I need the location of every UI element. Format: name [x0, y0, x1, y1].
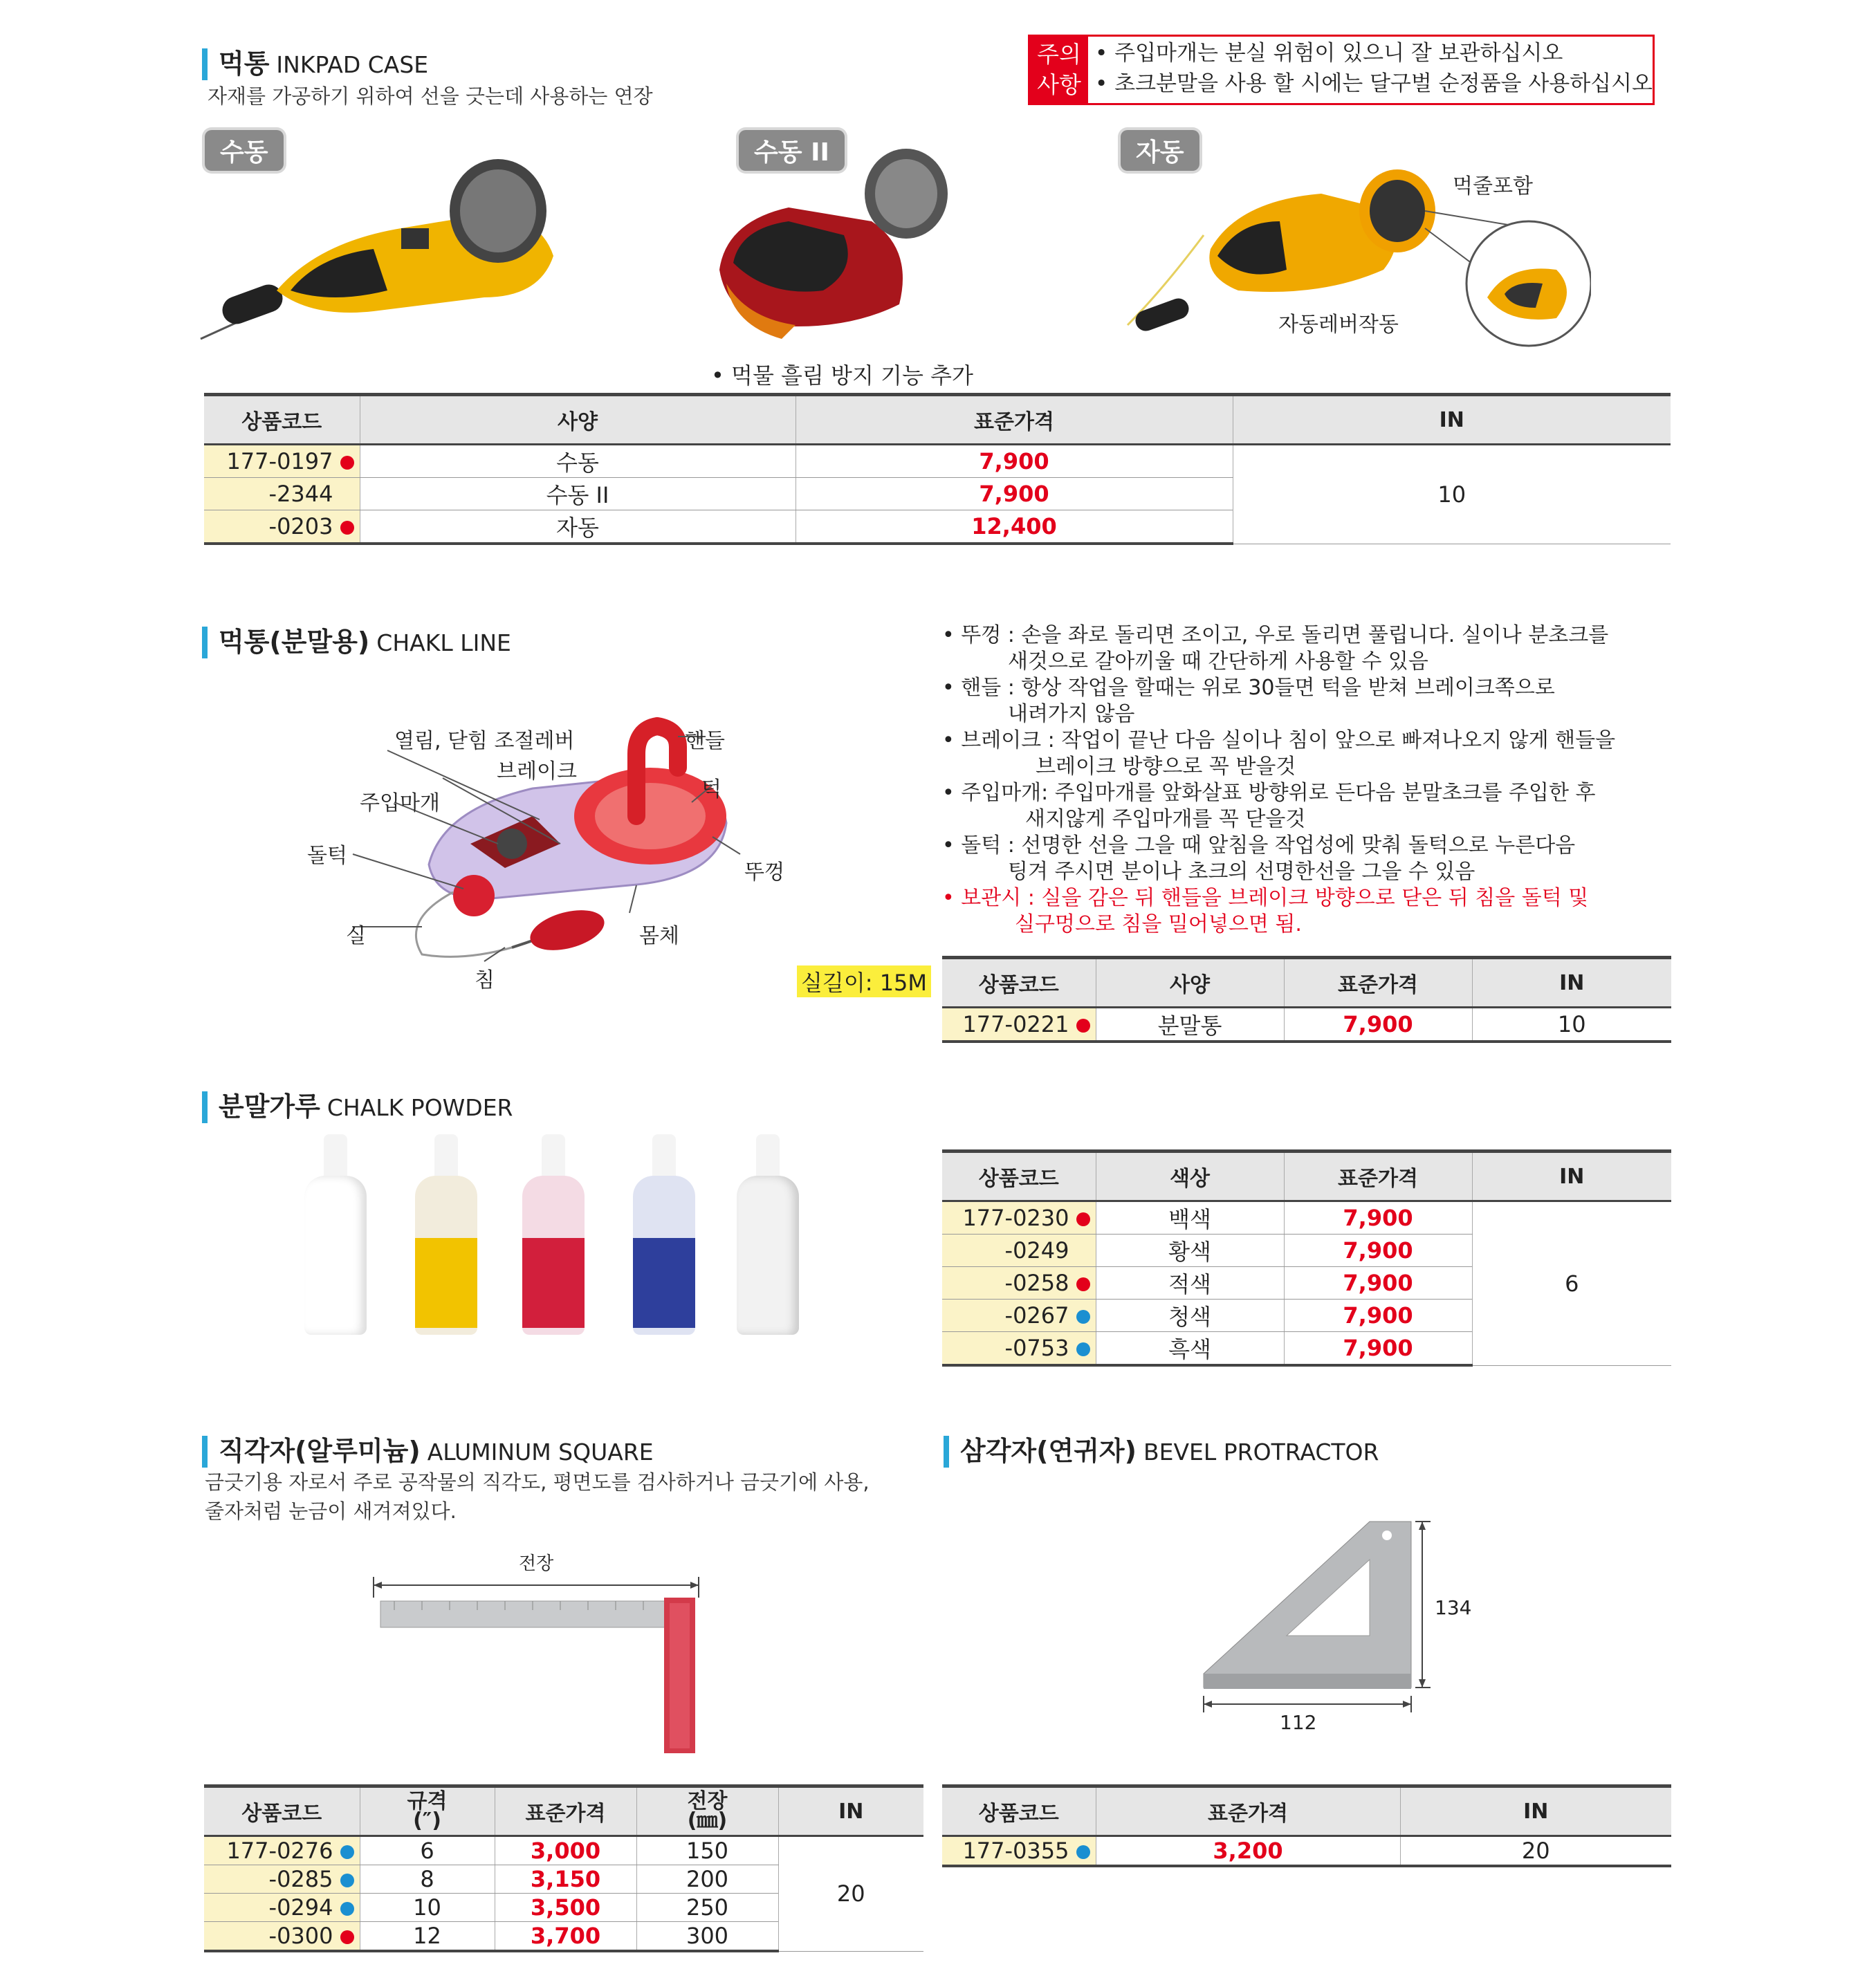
price-cell: 7,900 — [1284, 1008, 1472, 1042]
color-cell: 백색 — [1096, 1201, 1284, 1235]
label-brake: 브레이크 — [497, 759, 577, 784]
inkpad-manual-image — [194, 152, 581, 346]
bottle-black — [737, 1134, 799, 1335]
bevel-protractor-image — [1190, 1508, 1439, 1736]
title-en: CHALK POWDER — [327, 1094, 513, 1121]
price-cell: 7,900 — [1284, 1267, 1472, 1300]
section-title-chalk-line — [202, 627, 511, 658]
badge-manual: 수동 — [205, 130, 284, 171]
callout-auto-lever: 자동레버작동 — [1278, 313, 1399, 337]
size-cell: 6 — [360, 1836, 495, 1865]
col-code: 상품코드 — [942, 1786, 1096, 1836]
col-size: 규격 (″) — [360, 1786, 495, 1836]
stock-dot — [340, 1930, 354, 1944]
price-cell: 7,900 — [1284, 1235, 1472, 1267]
price-cell: 7,900 — [1284, 1332, 1472, 1366]
product-code: -0267 — [942, 1300, 1096, 1332]
label-cap: 주입마개 — [360, 791, 440, 815]
bottle-yellow — [415, 1134, 477, 1335]
color-cell: 황색 — [1096, 1235, 1284, 1267]
size-cell: 12 — [360, 1922, 495, 1952]
col-in: IN — [1400, 1786, 1671, 1836]
product-code: -0294 — [204, 1894, 360, 1922]
in-cell: 20 — [778, 1836, 923, 1952]
length-cell: 300 — [636, 1922, 778, 1952]
bottle-blue — [633, 1134, 695, 1335]
product-code: 177-0355 — [942, 1836, 1096, 1867]
feature-note: • 먹물 흘림 방지 기능 추가 — [711, 362, 973, 389]
length-cell: 250 — [636, 1894, 778, 1922]
stock-dot — [1076, 1019, 1090, 1033]
price-cell: 3,700 — [495, 1922, 636, 1952]
spec-cell: 수동 II — [360, 478, 796, 510]
col-code: 상품코드 — [942, 1152, 1096, 1201]
dim-height: 134 — [1435, 1596, 1472, 1619]
price-cell: 3,500 — [495, 1894, 636, 1922]
warning-text: • 주입마개는 분실 위험이 있으니 잘 보관하십시오 • 초크분말을 사용 할 시에는 달구벌 순정품을 사용하십시오 — [1095, 41, 1653, 96]
product-code: -0300 — [204, 1922, 360, 1952]
table-row — [204, 445, 1671, 478]
stock-dot — [1076, 1277, 1090, 1291]
inkpad-manual-2-image — [706, 145, 968, 346]
section-title-aluminum-square — [202, 1436, 654, 1468]
badge-manual-2: 수동 II — [739, 130, 845, 171]
label-handle: 핸들 — [685, 729, 725, 753]
stock-dot — [1076, 1342, 1090, 1356]
label-jaw: 턱 — [701, 777, 721, 802]
col-price: 표준가격 — [1284, 958, 1472, 1008]
warning-label: 주의 사항 — [1030, 37, 1088, 103]
col-code: 상품코드 — [942, 958, 1096, 1008]
label-needle: 침 — [475, 968, 495, 992]
price-cell: 7,900 — [1284, 1300, 1472, 1332]
section-description: 금긋기용 자로서 주로 공작물의 직각도, 평면도를 검사하거나 금긋기에 사용, 줄자처럼 눈금이 새겨져있다. — [205, 1470, 870, 1523]
table-row — [942, 1008, 1671, 1042]
section-title-chalk-powder — [202, 1091, 513, 1123]
table-header — [942, 1152, 1671, 1201]
spec-cell: 분말통 — [1096, 1008, 1284, 1042]
spec-cell: 수동 — [360, 445, 796, 478]
in-cell: 20 — [1400, 1836, 1671, 1867]
section-title-inkpad-case — [202, 48, 428, 80]
col-spec: 사양 — [1096, 958, 1284, 1008]
inkpad-table — [204, 393, 1671, 545]
price-cell: 3,000 — [495, 1836, 636, 1865]
stock-dot — [340, 1902, 354, 1916]
title-en: BEVEL PROTRACTOR — [1143, 1439, 1379, 1466]
title-ko: 분말가루 — [219, 1091, 320, 1122]
aluminum-square-image — [367, 1570, 706, 1757]
price-cell: 3,200 — [1096, 1836, 1400, 1867]
title-en: CHAKL LINE — [376, 629, 511, 656]
in-cell: 10 — [1472, 1008, 1671, 1042]
title-en: ALUMINUM SQUARE — [427, 1439, 654, 1466]
col-price: 표준가격 — [1096, 1786, 1400, 1836]
label-thread: 실 — [346, 924, 366, 948]
chalk-powder-table — [942, 1149, 1671, 1367]
product-code: -0249 — [942, 1235, 1096, 1267]
bottle-white — [304, 1134, 367, 1335]
table-header — [942, 1786, 1671, 1836]
thread-length: 실길이: 15M — [797, 965, 931, 997]
aluminum-square-table — [204, 1784, 923, 1952]
color-cell: 청색 — [1096, 1300, 1284, 1332]
table-row — [942, 1201, 1671, 1235]
price-cell: 7,900 — [1284, 1201, 1472, 1235]
product-code: 177-0276 — [204, 1836, 360, 1865]
section-description: 자재를 가공하기 위하여 선을 긋는데 사용하는 연장 — [208, 84, 653, 108]
stock-dot — [340, 521, 354, 535]
label-lid: 뚜껑 — [744, 860, 784, 885]
price-cell: 7,900 — [796, 445, 1233, 478]
size-cell: 8 — [360, 1865, 495, 1894]
warning-box — [1028, 35, 1655, 105]
title-en: INKPAD CASE — [276, 51, 429, 78]
dim-width: 112 — [1280, 1711, 1317, 1734]
title-ko: 먹통(분말용) — [219, 627, 370, 657]
dim-label-length: 전장 — [519, 1553, 554, 1574]
color-cell: 흑색 — [1096, 1332, 1284, 1366]
col-in: IN — [778, 1786, 923, 1836]
length-cell: 200 — [636, 1865, 778, 1894]
stock-dot — [340, 1874, 354, 1887]
label-body: 몸체 — [639, 924, 679, 948]
col-in: IN — [1472, 958, 1671, 1008]
chalk-line-table — [942, 956, 1671, 1043]
col-code: 상품코드 — [204, 395, 360, 445]
label-lever: 열림, 닫힘 조절레버 — [394, 729, 575, 753]
col-code: 상품코드 — [204, 1786, 360, 1836]
bottle-red — [522, 1134, 585, 1335]
product-code: -2344 — [204, 478, 360, 510]
title-ko: 직각자(알루미늄) — [219, 1436, 421, 1466]
in-cell: 6 — [1472, 1201, 1671, 1366]
title-ko: 먹통 — [219, 48, 270, 79]
table-header — [942, 958, 1671, 1008]
table-header — [204, 395, 1671, 445]
spec-cell: 자동 — [360, 510, 796, 544]
badge-auto: 자동 — [1121, 130, 1199, 171]
product-code: -0753 — [942, 1332, 1096, 1366]
section-title-bevel-protractor — [944, 1436, 1379, 1468]
table-header — [204, 1786, 923, 1836]
in-cell: 10 — [1233, 445, 1671, 544]
col-length: 전장 (㎜) — [636, 1786, 778, 1836]
table-row — [942, 1836, 1671, 1867]
col-price: 표준가격 — [1284, 1152, 1472, 1201]
price-cell: 3,150 — [495, 1865, 636, 1894]
bevel-protractor-table — [942, 1784, 1671, 1867]
col-in: IN — [1472, 1152, 1671, 1201]
chalk-bottles — [297, 1134, 823, 1342]
size-cell: 10 — [360, 1894, 495, 1922]
usage-notes: • 뚜껑 : 손을 좌로 돌리면 조이고, 우로 돌리면 풀립니다. 실이나 분초크를 새것으로 갈아끼울 때 간단하게 사용할 수 있음 • 핸들 : 항상 작업을 할때는 위로 30들면 턱을 받쳐 브레이크쪽으로 내려가지 않음 • 브레이크 : 작업이 끝난 다음 실이나 침이 앞으로 빠져나오지 않게 핸들을 브레이크 방향으로 꼭 받을것 • 주입마개: 주입마개를 앞화살표 방향위로 든다음 분말초크를 주입한 후 새지않게 주입마개를 꼭 닫을것 • 돌턱 : 선명한 선을 그을 때 앞침을 작업성에 맞춰 돌턱으로 누른다음 팅겨 주시면 분이나 초크의 선명한선을 그을 수 있음 • 보관시 : 실을 감은 뒤 핸들을 브레이크 방향으로 닫은 뒤 침을 돌턱 및 실구멍으로 침을 밀어넣으면 됨. — [942, 623, 1616, 936]
stock-dot — [1076, 1845, 1090, 1859]
color-cell: 적색 — [1096, 1267, 1284, 1300]
length-cell: 150 — [636, 1836, 778, 1865]
product-code: -0203 — [204, 510, 360, 544]
stock-dot — [340, 456, 354, 470]
product-code: 177-0197 — [204, 445, 360, 478]
col-price: 표준가격 — [495, 1786, 636, 1836]
price-cell: 12,400 — [796, 510, 1233, 544]
stock-dot — [340, 1845, 354, 1859]
callout-line-included: 먹줄포함 — [1453, 174, 1533, 198]
stock-dot — [1076, 1310, 1090, 1324]
product-code: -0285 — [204, 1865, 360, 1894]
col-price: 표준가격 — [796, 395, 1233, 445]
product-code: 177-0221 — [942, 1008, 1096, 1042]
table-row — [204, 1836, 923, 1865]
col-color: 색상 — [1096, 1152, 1284, 1201]
title-ko: 삼각자(연귀자) — [960, 1436, 1137, 1466]
col-spec: 사양 — [360, 395, 796, 445]
product-code: -0258 — [942, 1267, 1096, 1300]
price-cell: 7,900 — [796, 478, 1233, 510]
stock-dot — [1076, 1212, 1090, 1226]
col-in: IN — [1233, 395, 1671, 445]
label-stopper: 돌턱 — [307, 844, 347, 868]
product-code: 177-0230 — [942, 1201, 1096, 1235]
